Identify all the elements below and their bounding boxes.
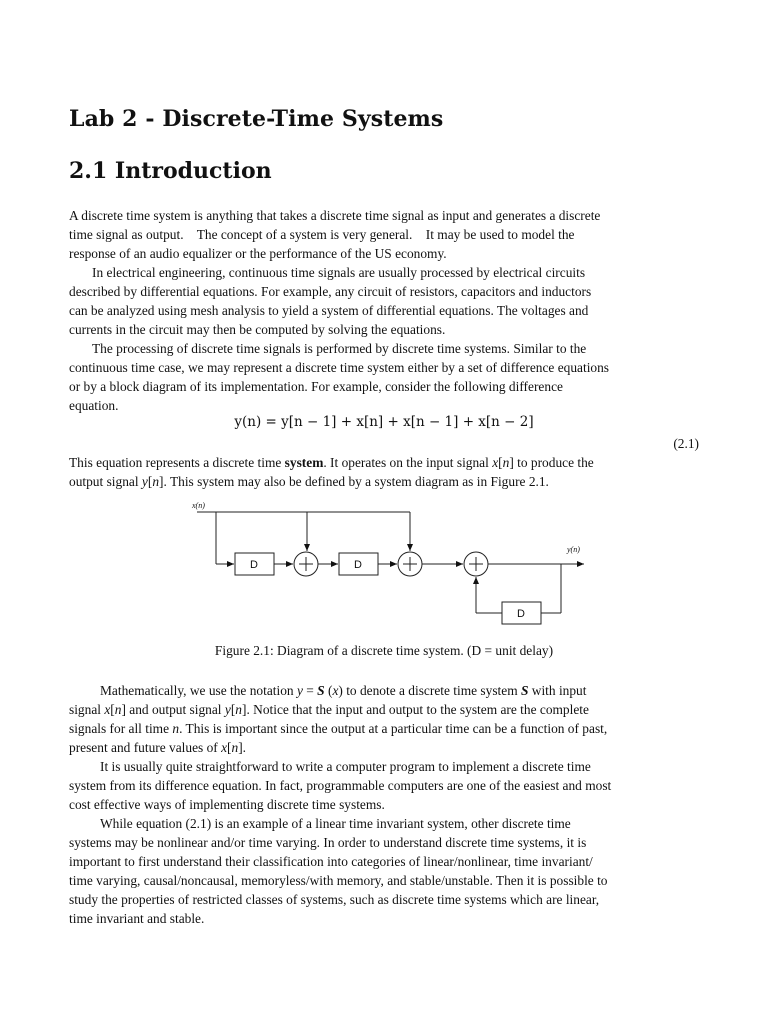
text-line: continuous time case, we may represent a discrete time system either by a set of difference equations	[69, 360, 610, 375]
text-run: This equation represents a discrete time	[69, 455, 285, 470]
text-line: response of an audio equalizer or the performance of the US economy.	[69, 246, 447, 261]
equation-number: (2.1)	[673, 436, 699, 451]
text-line: system from its difference equation. In fact, programmable computers are one of the easiest and most	[69, 778, 612, 793]
difference-equation: y(n) = y[n − 1] + x[n] + x[n − 1] + x[n − 2]	[234, 414, 534, 430]
text-run: ) to denote a discrete time system	[338, 683, 521, 698]
text-run-italic: x	[332, 683, 339, 698]
text-line: While equation (2.1) is an example of a linear time invariant system, other discrete time	[100, 816, 571, 831]
text-run: signal	[69, 702, 105, 717]
text-run-italic: n	[235, 702, 242, 717]
text-line	[69, 472, 699, 491]
text-run: signals for all time	[69, 721, 173, 736]
text-run: present and future values of	[69, 740, 222, 755]
text-run-italic: y	[224, 702, 231, 717]
text-line	[69, 719, 699, 738]
text-line: currents in the circuit may then be computed by solving the equations.	[69, 322, 446, 337]
paragraph-notation	[69, 681, 699, 757]
text-line: can be analyzed using mesh analysis to yield a system of differential equations. The voltages and	[69, 303, 589, 318]
text-line: time invariant and stable.	[69, 911, 205, 926]
text-run: . This is important since the output at a particular time can be a function of past,	[179, 721, 608, 736]
text-line: time signal as output. The concept of a system is very general. It may be used to model the	[69, 227, 575, 242]
section-title: 2.1 Introduction	[69, 158, 272, 184]
text-run-bold: system	[284, 455, 324, 470]
figure-caption: Figure 2.1: Diagram of a discrete time system. (D = unit delay)	[214, 643, 554, 658]
text-line	[69, 681, 699, 700]
text-line: The processing of discrete time signals is performed by discrete time systems. Similar to the	[92, 341, 587, 356]
text-run-italic: x	[221, 740, 228, 755]
text-run: [	[498, 455, 503, 470]
input-label: x(n)	[192, 501, 205, 510]
system-block-diagram	[119, 498, 599, 633]
text-line: time varying, causal/noncausal, memoryless/with memory, and stable/unstable. Then it is possible to	[69, 873, 608, 888]
text-run-italic: y	[296, 683, 303, 698]
text-run: (	[324, 683, 333, 698]
text-run-italic: x	[492, 455, 499, 470]
text-run: output signal	[69, 474, 142, 489]
text-line	[69, 453, 699, 472]
text-run-bold-italic: S	[317, 683, 325, 698]
text-line	[69, 700, 699, 719]
paragraph-implementation	[69, 757, 699, 928]
text-run-italic: x	[104, 702, 111, 717]
text-line: cost effective ways of implementing discrete time systems.	[69, 797, 385, 812]
text-run: ] and output signal	[121, 702, 225, 717]
text-run-italic: y	[141, 474, 148, 489]
text-run: [	[230, 702, 236, 717]
text-line: equation.	[69, 398, 119, 413]
delay-label-1: D	[250, 559, 258, 571]
text-run-italic: n	[114, 702, 122, 717]
text-run: ] to produce the	[509, 455, 594, 470]
after-equation-text	[69, 453, 699, 491]
text-run: ]. This system may also be defined by a system diagram as in Figure 2.1.	[159, 474, 549, 489]
text-run: [	[147, 474, 153, 489]
delay-label-2: D	[354, 559, 362, 571]
text-line: In electrical engineering, continuous time signals are usually processed by electrical circuits	[92, 265, 586, 280]
lab-title: Lab 2 - Discrete-Time Systems	[69, 106, 444, 132]
intro-paragraphs	[69, 206, 699, 415]
text-line: systems may be nonlinear and/or time varying. In order to understand discrete time systems, it is	[69, 835, 587, 850]
text-run: Mathematically, we use the notation	[100, 683, 297, 698]
text-run-italic: n	[152, 474, 160, 489]
text-run: ].	[238, 740, 247, 755]
text-line: or by a block diagram of its implementation. For example, consider the following difference	[69, 379, 563, 394]
text-line	[69, 738, 699, 757]
delay-label-3: D	[517, 608, 525, 620]
text-run-bold-italic: S	[520, 683, 529, 698]
text-run: [	[110, 702, 115, 717]
text-line: A discrete time system is anything that takes a discrete time signal as input and generates a discrete	[69, 208, 601, 223]
text-run-italic: n	[231, 740, 239, 755]
text-run-italic: n	[172, 721, 180, 736]
text-line: described by differential equations. For example, any circuit of resistors, capacitors and inductors	[69, 284, 592, 299]
text-line: study the properties of restricted classes of systems, such as discrete time systems which are linear,	[69, 892, 600, 907]
output-label: y(n)	[567, 545, 580, 554]
text-run: ]. Notice that the input and output to the system are the complete	[242, 702, 589, 717]
text-run: . It operates on the input signal	[323, 455, 493, 470]
text-run: [	[227, 740, 232, 755]
text-run-italic: n	[502, 455, 510, 470]
text-run: with input	[528, 683, 587, 698]
text-run: =	[302, 683, 318, 698]
text-line: important to first understand their classification into categories of linear/nonlinear, time invariant/	[69, 854, 593, 869]
text-line: It is usually quite straightforward to write a computer program to implement a discrete time	[100, 759, 591, 774]
